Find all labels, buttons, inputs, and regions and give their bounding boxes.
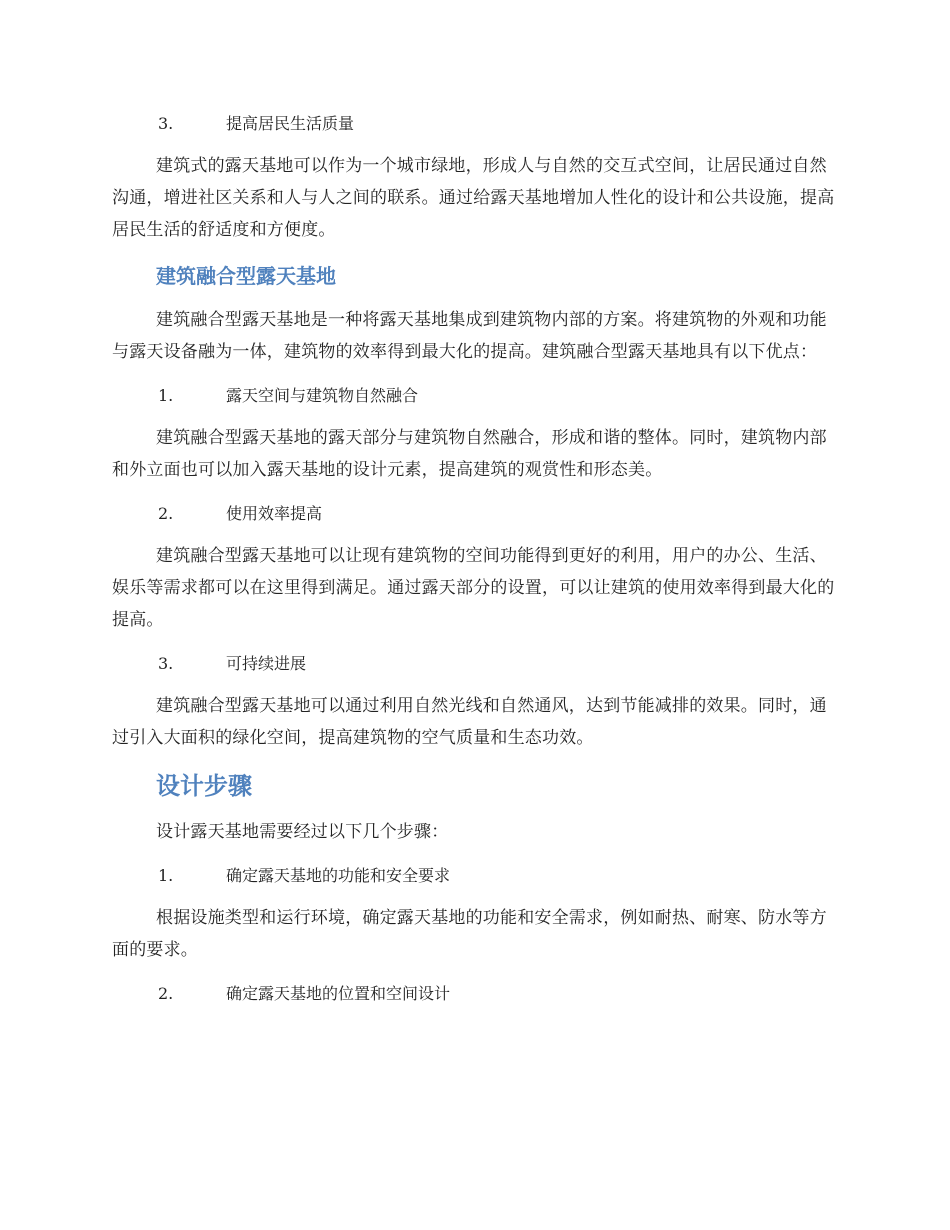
list-number: 2. xyxy=(158,504,174,523)
paragraph-quality: 建筑式的露天基地可以作为一个城市绿地，形成人与自然的交互式空间，让居民通过自然沟通，增进社区关系和人与人之间的联系。通过给露天基地增加人性化的设计和公共设施，提高居民生活的舒适度和方便度。 xyxy=(112,156,835,240)
list-text: 可持续进展 xyxy=(226,654,307,673)
list-text: 露天空间与建筑物自然融合 xyxy=(226,386,419,405)
list-number: 3. xyxy=(158,654,174,673)
list-item-step-2 xyxy=(112,978,840,1010)
list-number: 3. xyxy=(158,114,174,133)
list-item-fusion-2 xyxy=(112,498,840,530)
list-text: 提高居民生活质量 xyxy=(226,114,355,133)
list-text: 确定露天基地的功能和安全要求 xyxy=(226,866,451,885)
paragraph-fusion-intro: 建筑融合型露天基地是一种将露天基地集成到建筑物内部的方案。将建筑物的外观和功能与露天设备融为一体，建筑物的效率得到最大化的提高。建筑融合型露天基地具有以下优点： xyxy=(112,310,827,362)
list-number: 2. xyxy=(158,984,174,1003)
list-text: 确定露天基地的位置和空间设计 xyxy=(226,984,451,1003)
list-item-quality xyxy=(112,108,840,140)
paragraph-steps-intro: 设计露天基地需要经过以下几个步骤： xyxy=(156,822,449,842)
list-number: 1. xyxy=(158,386,174,405)
list-item-fusion-1 xyxy=(112,380,840,412)
document-content xyxy=(112,108,840,1020)
paragraph-fusion-3: 建筑融合型露天基地可以通过利用自然光线和自然通风，达到节能减排的效果。同时，通过引入大面积的绿化空间，提高建筑物的空气质量和生态功效。 xyxy=(112,696,827,748)
list-item-step-1 xyxy=(112,860,840,892)
list-number: 1. xyxy=(158,866,174,885)
list-text: 使用效率提高 xyxy=(226,504,323,523)
paragraph-step-1: 根据设施类型和运行环境，确定露天基地的功能和安全需求，例如耐热、耐寒、防水等方面的要求。 xyxy=(112,908,827,960)
paragraph-fusion-2: 建筑融合型露天基地可以让现有建筑物的空间功能得到更好的利用，用户的办公、生活、娱乐等需求都可以在这里得到满足。通过露天部分的设置，可以让建筑的使用效率得到最大化的提高。 xyxy=(112,546,835,630)
heading-fusion: 建筑融合型露天基地 xyxy=(156,264,336,288)
list-item-fusion-3 xyxy=(112,648,840,680)
paragraph-fusion-1: 建筑融合型露天基地的露天部分与建筑物自然融合，形成和谐的整体。同时，建筑物内部和外立面也可以加入露天基地的设计元素，提高建筑的观赏性和形态美。 xyxy=(112,428,827,480)
heading-steps: 设计步骤 xyxy=(156,772,252,800)
